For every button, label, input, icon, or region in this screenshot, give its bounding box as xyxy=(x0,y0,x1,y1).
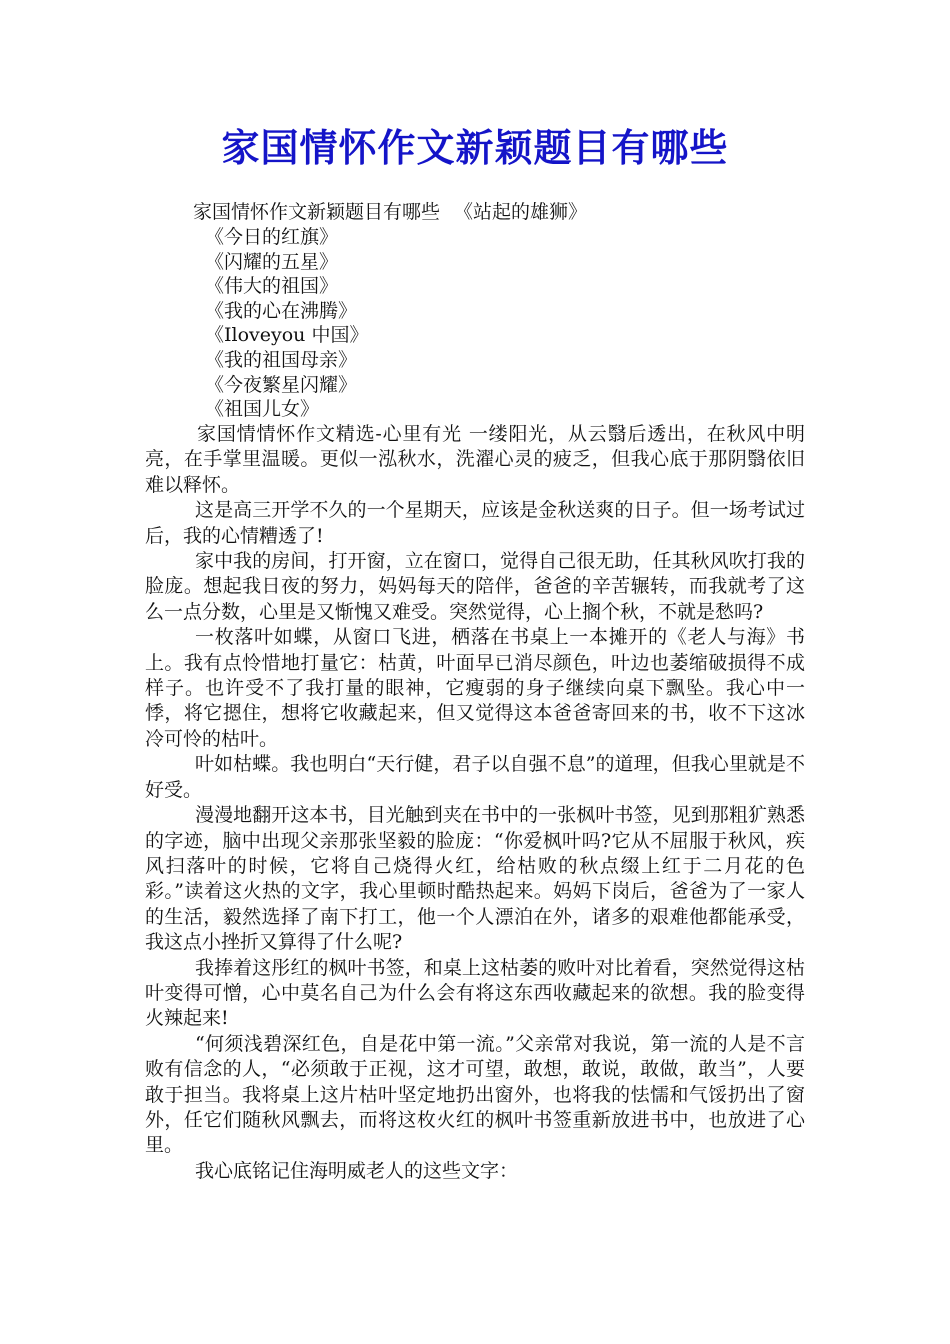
essay-paragraph: “何须浅碧深红色，自是花中第一流。”父亲常对我说，第一流的人是不言败有信念的人，“必须敢于正视，这才可望，敢想，敢说，敢做，敢当”，人要敢于担当。我将桌上这片枯叶坚定地扔出窗外，也将我的怯懦和气馁扔出了窗外，任它们随秋风飘去，而将这枚火红的枫叶书签重新放进书中，也放进了心里。 xyxy=(145,1032,805,1157)
document-title: 家国情怀作文新颖题目有哪些 xyxy=(221,126,729,170)
intro-first-item: 《站起的雄狮》 xyxy=(454,201,588,223)
essay-paragraph: 漫漫地翻开这本书，目光触到夹在书中的一张枫叶书签，见到那粗犷熟悉的字迹，脑中出现父亲那张坚毅的脸庞：“你爱枫叶吗?它从不屈服于秋风，疾风扫落叶的时候，它将自己烧得火红，给枯败的秋点缀上红于二月花的色彩。”读着这火热的文字，我心里顿时酷热起来。妈妈下岗后，爸爸为了一家人的生活，毅然选择了南下打工，他一个人漂泊在外，诸多的艰难他都能承受，我这点小挫折又算得了什么呢? xyxy=(145,804,805,954)
title-list-item: 《伟大的祖国》 xyxy=(205,275,339,298)
essay-paragraph: 我捧着这彤红的枫叶书签，和桌上这枯萎的败叶对比着看，突然觉得这枯叶变得可憎，心中莫名自己为什么会有将这东西收藏起来的欲想。我的脸变得火辣起来! xyxy=(145,956,805,1030)
essay-body xyxy=(145,422,805,1184)
essay-paragraph: 叶如枯蝶。我也明白“天行健，君子以自强不息”的道理，但我心里就是不好受。 xyxy=(145,753,805,801)
essay-paragraph: 我心底铭记住海明威老人的这些文字： xyxy=(195,1159,519,1182)
essay-paragraph: 一枚落叶如蝶，从窗口飞进，栖落在书桌上一本摊开的《老人与海》书上。我有点怜惜地打量它：枯黄，叶面早已消尽颜色，叶边也萎缩破损得不成样子。也许受不了我打量的眼神，它瘦弱的身子继续向桌下飘坠。我心中一悸，将它摁住，想将它收藏起来，但又觉得这本爸爸寄回来的书，收不下这冰冷可怜的枯叶。 xyxy=(145,626,805,750)
title-list-item: 《闪耀的五星》 xyxy=(205,250,339,273)
title-list-item: 《我的心在沸腾》 xyxy=(205,299,358,322)
title-list-item: 《今夜繁星闪耀》 xyxy=(205,373,358,396)
title-list-item: 《我的祖国母亲》 xyxy=(205,348,358,371)
title-list-item: 《祖国儿女》 xyxy=(205,398,320,421)
title-list-item: 《Iloveyou 中国》 xyxy=(205,324,369,347)
intro-line xyxy=(193,200,587,225)
essay-paragraph: 这是高三开学不久的一个星期天，应该是金秋送爽的日子。但一场考试过后，我的心情糟透了! xyxy=(145,499,805,547)
intro-lead: 家国情怀作文新颖题目有哪些 xyxy=(193,201,441,223)
title-list-item: 《今日的红旗》 xyxy=(205,226,339,248)
title-list xyxy=(205,225,368,422)
essay-paragraph: 家中我的房间，打开窗，立在窗口，觉得自己很无助，任其秋风吹打我的脸庞。想起我日夜的努力，妈妈每天的陪伴，爸爸的辛苦辗转，而我就考了这么一点分数，心里是又惭愧又难受。突然觉得，心上搁个秋，不就是愁吗? xyxy=(145,550,805,623)
essay-paragraph: 家国情情怀作文精选-心里有光 一缕阳光，从云翳后透出，在秋风中明亮，在手掌里温暖。更似一泓秋水，洗濯心灵的疲乏，但我心底于那阴翳依旧难以释怀。 xyxy=(145,423,805,496)
